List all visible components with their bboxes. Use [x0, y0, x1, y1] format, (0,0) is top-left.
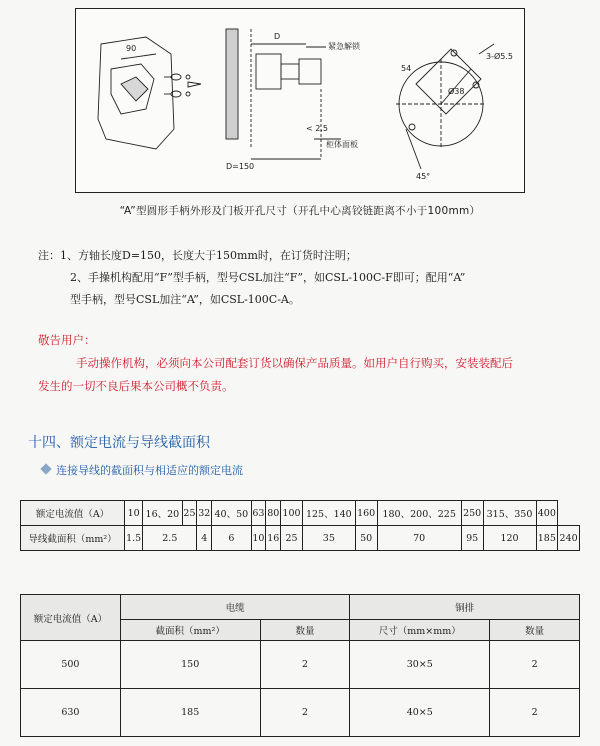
technical-drawing: [76, 9, 526, 194]
area-value-cell: 95: [461, 526, 483, 551]
warning-line-2: 发生的一切不良后果本公司概不负责。: [38, 379, 234, 393]
warning-line-1: 手动操作机构，必须向本公司配套订货以确保产品质量。如用户自行购买，安装装配后: [76, 356, 513, 370]
area-cell: 185: [120, 689, 260, 737]
handle-head: [299, 59, 321, 84]
dim-D-label: D: [274, 32, 281, 41]
current-value-cell: 10: [125, 501, 143, 526]
current-row: [21, 501, 580, 526]
table-row: [21, 689, 580, 737]
lock-label: 紧急解锁: [328, 42, 360, 51]
dim-45-label: 45°: [416, 172, 431, 181]
note-line-2: 2、手操机构配用“F”型手柄，型号CSL加注“F”，如CSL-100C-F即可；配用“A”: [70, 271, 466, 284]
area-value-cell: 16: [266, 526, 281, 551]
warning-body: [38, 352, 568, 398]
current-value-cell: 400: [536, 501, 558, 526]
area-value-cell: 50: [355, 526, 377, 551]
current-value-cell: 25: [182, 501, 197, 526]
copper-qty-header: 数量: [490, 620, 580, 641]
header-row-1: [21, 595, 580, 620]
current-value-cell: 16、20: [143, 501, 182, 526]
current-value-cell: 180、200、225: [377, 501, 461, 526]
area-value-cell: 120: [483, 526, 536, 551]
current-cell: 500: [21, 641, 121, 689]
current-value-cell: 80: [266, 501, 281, 526]
area-value-cell: 185: [536, 526, 558, 551]
note-line-1: 注：1、方轴长度D=150，长度大于150mm时，在订货时注明；: [38, 249, 357, 262]
area-row: [21, 526, 580, 551]
cable-area-header: 截面积（mm²）: [120, 620, 260, 641]
copper-size-header: 尺寸（mm×mm）: [350, 620, 490, 641]
figure-caption: “A”型圆形手柄外形及门板开孔尺寸（开孔中心离铰链距离不小于100mm）: [119, 205, 481, 217]
current-row-header: 额定电流值（A）: [21, 501, 125, 526]
large-current-table: [20, 594, 580, 737]
diamond-icon: [40, 463, 51, 474]
current-value-cell: 250: [461, 501, 483, 526]
area-value-cell: 70: [377, 526, 461, 551]
area-value-cell: 4: [197, 526, 212, 551]
cable-header: 电缆: [120, 595, 350, 620]
dim-54-label: 54: [401, 64, 412, 73]
area-value-cell: 1.5: [125, 526, 143, 551]
panel-label: 柜体面板: [326, 140, 358, 149]
current-value-cell: 63: [251, 501, 266, 526]
current-value-cell: 315、350: [483, 501, 536, 526]
area-value-cell: 2.5: [143, 526, 197, 551]
dim-90-label: 90: [126, 44, 137, 53]
area-value-cell: 240: [558, 526, 580, 551]
current-value-cell: 100: [281, 501, 303, 526]
dim-25-label: < 2.5: [306, 124, 328, 133]
area-value-cell: 35: [302, 526, 355, 551]
section-subtitle-text: 连接导线的截面积与相适应的额定电流: [56, 464, 243, 477]
section-title: 十四、额定电流与导线截面积: [28, 435, 210, 451]
table-row: [21, 641, 580, 689]
mechanism-shaft: [281, 64, 299, 79]
current-area-table: [20, 500, 580, 551]
size-cell: 30×5: [350, 641, 490, 689]
copper-header: 铜排: [350, 595, 580, 620]
current-value-cell: 125、140: [302, 501, 355, 526]
size-cell: 40×5: [350, 689, 490, 737]
dim-phi38-label: Ø38: [448, 87, 465, 96]
cqty-cell: 2: [490, 641, 580, 689]
key-icon: [188, 82, 201, 87]
rated-current-header: 额定电流值（A）: [21, 595, 121, 641]
area-value-cell: 25: [281, 526, 303, 551]
qty-cell: 2: [260, 689, 350, 737]
dim-90-line: [121, 54, 156, 59]
panel-section: [226, 29, 238, 139]
handle-drawing-figure: [75, 8, 525, 193]
handle-grip: [121, 77, 148, 101]
hole-2: [409, 124, 415, 130]
cable-qty-header: 数量: [260, 620, 350, 641]
qty-cell: 2: [260, 641, 350, 689]
dim-phi-label: 3-Ø5.5: [486, 52, 513, 61]
hole-1: [451, 50, 457, 56]
warning-title: 敬告用户：: [38, 333, 96, 347]
note-line-3: 型手柄，型号CSL加注“A”，如CSL-100C-A。: [70, 293, 300, 306]
current-value-cell: 32: [197, 501, 212, 526]
current-cell: 630: [21, 689, 121, 737]
mechanism-box: [256, 54, 281, 89]
current-value-cell: 40、50: [212, 501, 251, 526]
dim-D150-label: D=150: [226, 162, 255, 171]
area-row-header: 导线截面积（mm²）: [21, 526, 125, 551]
cqty-cell: 2: [490, 689, 580, 737]
notes-block: [38, 245, 578, 311]
area-value-cell: 10: [251, 526, 266, 551]
current-value-cell: 160: [355, 501, 377, 526]
pin-icon: [171, 74, 181, 80]
area-value-cell: 6: [212, 526, 251, 551]
area-cell: 150: [120, 641, 260, 689]
section-subtitle: [42, 462, 243, 478]
